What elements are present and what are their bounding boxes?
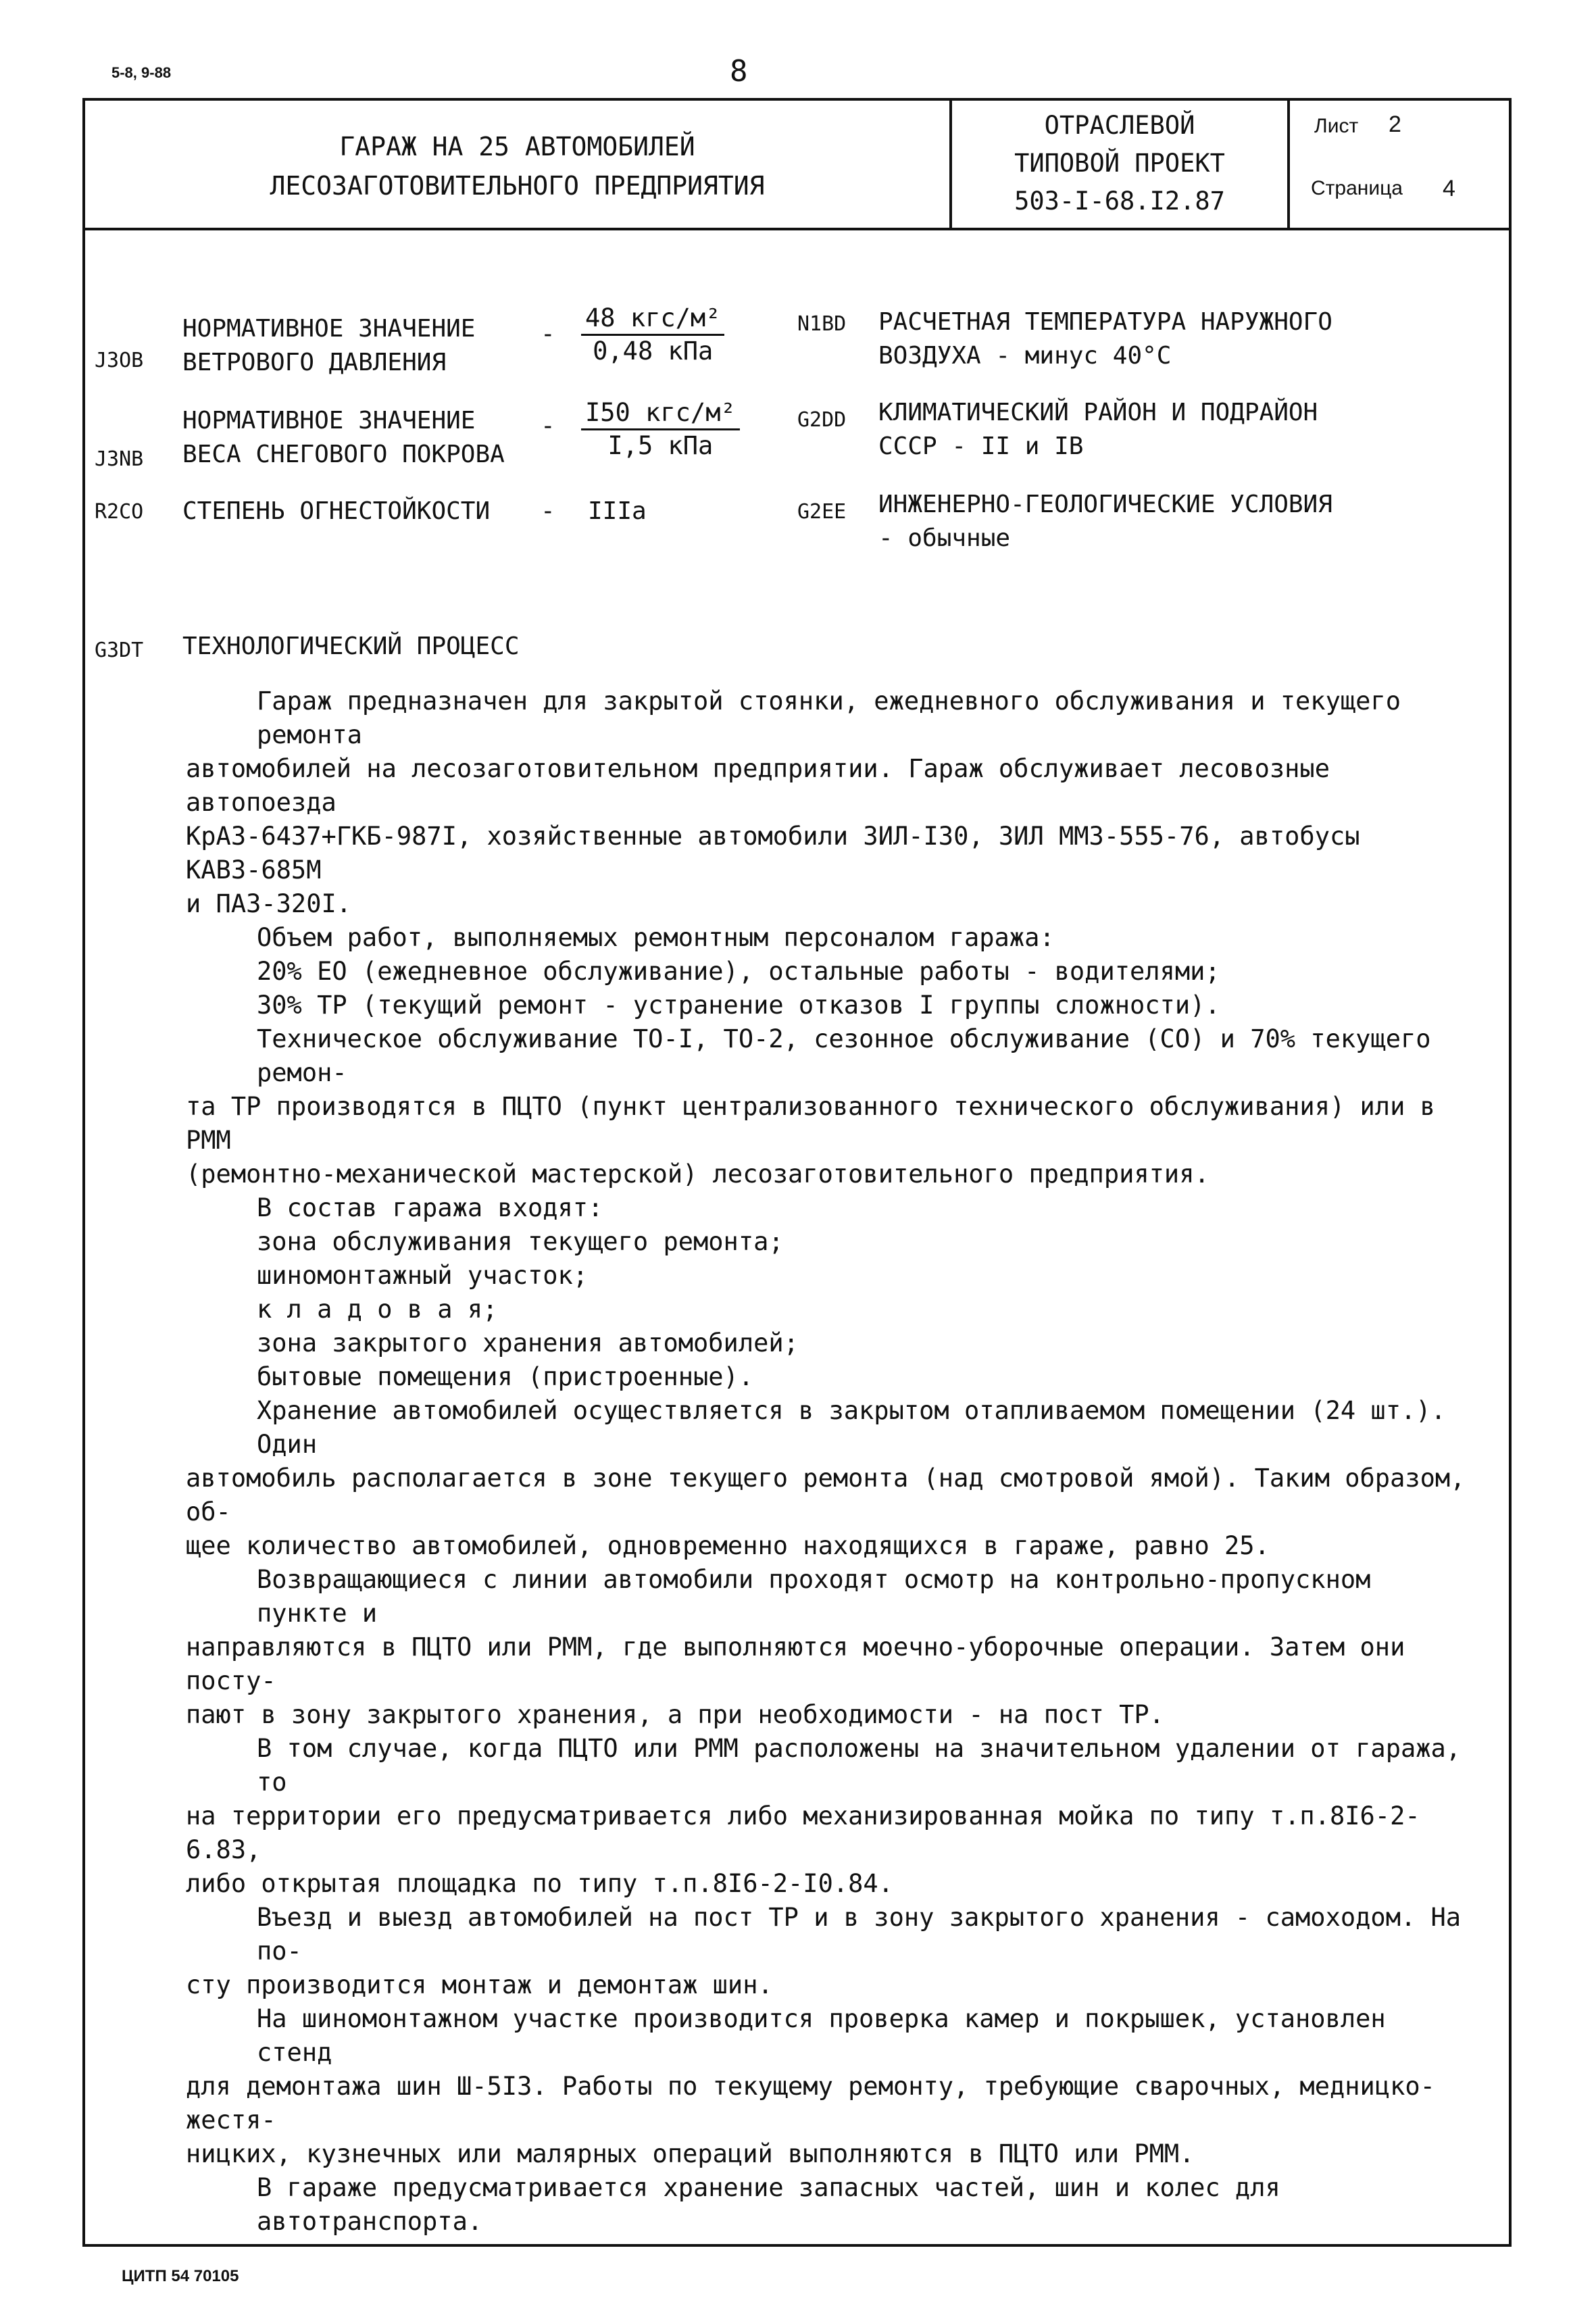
snow-value (581, 397, 740, 462)
body-line: Хранение автомобилей осуществляется в закрытом отапливаемом помещении (24 шт.). Один (257, 1396, 1446, 1459)
section-heading: ТЕХНОЛОГИЧЕСКИЙ ПРОЦЕСС (182, 632, 520, 660)
wind-label (182, 312, 475, 380)
title-block-bottom-rule (82, 228, 1512, 230)
wind-label-line-2: ВЕТРОВОГО ДАВЛЕНИЯ (182, 349, 447, 376)
body-line: Возвращающиеся с линии автомобили проходят осмотр на контрольно-пропускном пункте и (257, 1565, 1371, 1628)
title-block-divider-2 (1287, 98, 1290, 230)
section-code: G3DT (95, 639, 144, 662)
body-line: сту производится монтаж и демонтаж шин. (186, 1970, 773, 1999)
body-text (186, 684, 1470, 2239)
fire-value: IIIa (588, 497, 647, 525)
temp-code: N1BD (797, 312, 847, 336)
climate-text (878, 396, 1318, 464)
body-line: направляются в ПЦТО или РММ, где выполняются моечно-уборочные операции. Затем они посту- (186, 1633, 1405, 1695)
wind-value-top: 48 кгс/м² (581, 303, 724, 336)
body-line: шиномонтажный участок; (257, 1261, 589, 1290)
title-line-1: ГАРАЖ НА 25 АВТОМОБИЛЕЙ (339, 132, 695, 161)
body-line: В гараже предусматривается хранение запасных частей, шин и колес для автотранспорта. (257, 2173, 1280, 2236)
body-line: зона обслуживания текущего ремонта; (257, 1227, 784, 1256)
snow-label (182, 404, 505, 472)
sheet-label: Лист (1314, 115, 1359, 137)
snow-value-top: I50 кгс/м² (581, 397, 740, 430)
temp-line-1: РАСЧЕТНАЯ ТЕМПЕРАТУРА НАРУЖНОГО (878, 308, 1332, 336)
wind-code: J3OB (95, 349, 144, 372)
body-line: ницких, кузнечных или малярных операций выполняются в ПЦТО или РММ. (186, 2139, 1195, 2168)
body-line: В том случае, когда ПЦТО или РММ расположены на значительном удалении от гаража, то (257, 1734, 1462, 1797)
wind-label-line-1: НОРМАТИВНОЕ ЗНАЧЕНИЕ (182, 315, 476, 343)
fire-dash: - (541, 497, 555, 525)
body-line: (ремонтно-механической мастерской) лесозаготовительного предприятия. (186, 1160, 1210, 1189)
temp-line-2: ВОЗДУХА - минус 40°С (878, 342, 1172, 370)
body-line: к л а д о в а я; (257, 1295, 498, 1324)
body-line: щее количество автомобилей, одновременно находящихся в гараже, равно 25. (186, 1531, 1270, 1560)
doc-code: 5-8, 9-88 (111, 64, 172, 81)
page-number: 8 (730, 54, 748, 89)
geo-line-1: ИНЖЕНЕРНО-ГЕОЛОГИЧЕСКИЕ УСЛОВИЯ (878, 491, 1332, 518)
body-line: бытовые помещения (пристроенные). (257, 1362, 754, 1391)
title-block-name (85, 127, 949, 205)
snow-label-line-2: ВЕСА СНЕГОВОГО ПОКРОВА (182, 441, 505, 468)
sheet-value: 2 (1389, 111, 1401, 137)
body-line: на территории его предусматривается либо механизированная мойка по типу т.п.8I6-2-6.83, (186, 1801, 1420, 1864)
footer-stamp: ЦИТП 54 70105 (122, 2267, 239, 2285)
body-line: В состав гаража входят: (257, 1193, 603, 1222)
title-line-2: ЛЕСОЗАГОТОВИТЕЛЬНОГО ПРЕДПРИЯТИЯ (270, 171, 765, 201)
body-line: 30% ТР (текущий ремонт - устранение отказов I группы сложности). (257, 991, 1220, 1020)
climate-line-1: КЛИМАТИЧЕСКИЙ РАЙОН И ПОДРАЙОН (878, 399, 1318, 426)
body-line: пают в зону закрытого хранения, а при необходимости - на пост ТР. (186, 1700, 1164, 1729)
page-label: Страница (1311, 177, 1403, 199)
body-line: Гараж предназначен для закрытой стоянки, ежедневного обслуживания и текущего ремонта (257, 687, 1401, 749)
body-line: и ПАЗ-320I. (186, 889, 352, 918)
body-line: автомобилей на лесозаготовительном предприятии. Гараж обслуживает лесовозные автопоезда (186, 754, 1330, 817)
project-cell (952, 107, 1287, 220)
body-line: зона закрытого хранения автомобилей; (257, 1328, 799, 1358)
geo-text (878, 488, 1332, 555)
wind-value (581, 303, 724, 367)
body-line: Объем работ, выполняемых ремонтным персоналом гаража: (257, 923, 1055, 952)
climate-line-2: СССР - II и IB (878, 432, 1084, 460)
body-line: На шиномонтажном участке производится проверка камер и покрышек, установлен стенд (257, 2004, 1386, 2067)
geo-code: G2EE (797, 500, 847, 524)
page-value: 4 (1443, 176, 1455, 201)
snow-dash: - (541, 412, 555, 440)
snow-label-line-1: НОРМАТИВНОЕ ЗНАЧЕНИЕ (182, 407, 476, 434)
snow-value-bottom: I,5 кПа (607, 431, 714, 460)
project-line-2: ТИПОВОЙ ПРОЕКТ (1014, 149, 1225, 178)
body-line: Техническое обслуживание ТО-I, ТО-2, сезонное обслуживание (СО) и 70% текущего ремон- (257, 1024, 1431, 1087)
body-line: КрАЗ-6437+ГКБ-987I, хозяйственные автомобили ЗИЛ-I30, ЗИЛ ММЗ-555-76, автобусы КАВЗ-685М (186, 822, 1360, 885)
body-line: для демонтажа шин Ш-5I3. Работы по текущему ремонту, требующие сварочных, медницко-жестя- (186, 2072, 1435, 2135)
fire-code: R2CO (95, 500, 144, 524)
project-line-3: 503-I-68.I2.87 (1014, 186, 1225, 216)
climate-code: G2DD (797, 408, 847, 432)
temp-text (878, 305, 1332, 373)
snow-code: J3NB (95, 447, 144, 471)
wind-dash: - (541, 320, 555, 348)
project-line-1: ОТРАСЛЕВОЙ (1044, 111, 1195, 140)
body-line: либо открытая площадка по типу т.п.8I6-2-I0.84. (186, 1869, 893, 1898)
body-line: Въезд и выезд автомобилей на пост ТР и в зону закрытого хранения - самоходом. На по- (257, 1903, 1462, 1966)
body-line: та ТР производятся в ПЦТО (пункт централизованного технического обслуживания) или в РММ (186, 1092, 1435, 1155)
body-line: 20% ЕО (ежедневное обслуживание), остальные работы - водителями; (257, 957, 1220, 986)
wind-value-bottom: 0,48 кПа (593, 337, 714, 366)
body-line: автомобиль располагается в зоне текущего ремонта (над смотровой ямой). Таким образом, об- (186, 1464, 1466, 1526)
fire-label: СТЕПЕНЬ ОГНЕСТОЙКОСТИ (182, 497, 491, 525)
geo-line-2: - обычные (878, 524, 1011, 552)
